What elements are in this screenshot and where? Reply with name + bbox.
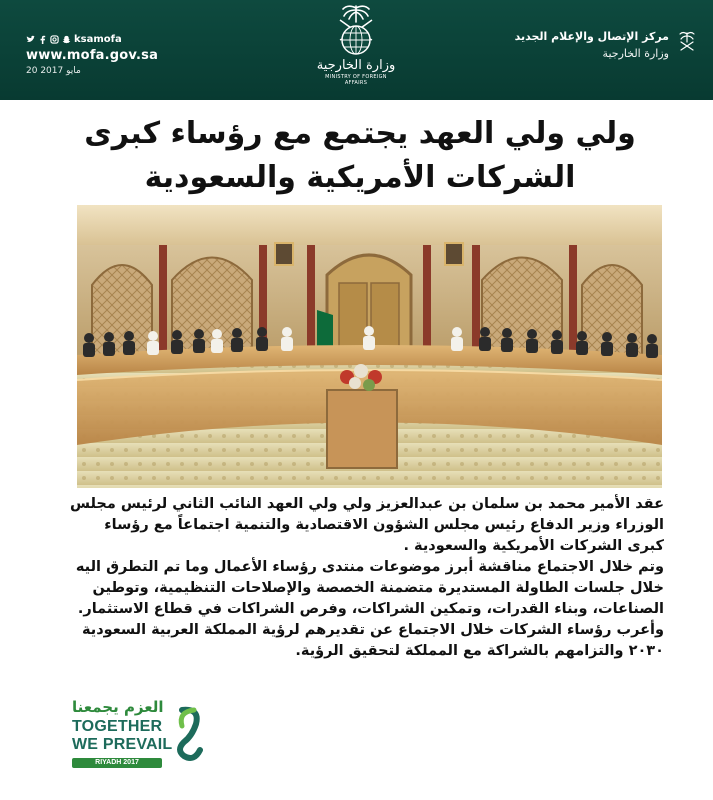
ministry-name-en: MINISTRY OF FOREIGN AFFAIRS bbox=[325, 74, 387, 86]
ministry-logo bbox=[314, 2, 398, 86]
social-handle[interactable]: ksamofa bbox=[74, 34, 122, 45]
snapchat-icon[interactable] bbox=[62, 35, 71, 44]
logo-arabic-text: العزم يجمعنا bbox=[72, 698, 164, 716]
instagram-icon[interactable] bbox=[50, 35, 59, 44]
meeting-photo bbox=[77, 205, 662, 488]
ministry-name-ar: وزارة الخارجية bbox=[316, 58, 396, 73]
media-center-title: مركز الإتصال والإعلام الجديد bbox=[514, 30, 669, 43]
header-bar bbox=[0, 0, 713, 100]
article-paragraph: وتم خلال الاجتماع مناقشة أبرز موضوعات منتدى رؤساء الأعمال وما تم التطرق اليه خلال جلسات الطاولة المستديرة متضمنة الخصصة والإصلاحات التنظيمية، وتوطين الصناعات، وبناء القدرات، وتمكين الشراكات، وفرص الشراكات في قطاع الاستثمار. bbox=[75, 559, 664, 617]
website-link[interactable]: www.mofa.gov.sa bbox=[26, 48, 159, 63]
contact-block bbox=[26, 34, 158, 76]
together-we-prevail-logo bbox=[60, 698, 210, 770]
article-headline: ولي ولي العهد يجتمع مع رؤساء كبرى الشركات الأمريكية والسعودية bbox=[84, 116, 636, 195]
meeting-photo-image bbox=[77, 205, 662, 488]
post-date: 20 مايو 2017 bbox=[26, 66, 81, 76]
media-center-block bbox=[515, 30, 697, 60]
palm-emblem-icon bbox=[677, 30, 697, 52]
social-row bbox=[26, 34, 158, 45]
article-paragraph: عقد الأمير محمد بن سلمان بن عبدالعزيز ولي ولي العهد النائب الثاني لرئيس مجلس الوزراء وزير الدفاع رئيس مجلس الشؤون الاقتصادية والتنمية اجتماعاً مع رؤساء كبرى الشركات الأمريكية والسعودية . bbox=[70, 496, 664, 554]
media-center-subtitle: وزارة الخارجية bbox=[602, 47, 669, 60]
article-paragraph: وأعرب رؤساء الشركات خلال الاجتماع عن تقديرهم لرؤية المملكة العربية السعودية ٢٠٣٠ والتزامهم بالشراكة مع المملكة لتحقيق الرؤية. bbox=[81, 622, 664, 659]
facebook-icon[interactable] bbox=[38, 35, 47, 44]
logo-english-line2: WE PREVAIL bbox=[72, 736, 173, 753]
article-body bbox=[70, 494, 664, 662]
logo-english-line1: TOGETHER bbox=[72, 718, 163, 735]
mofa-emblem-icon bbox=[326, 2, 386, 60]
twitter-icon[interactable] bbox=[26, 35, 35, 44]
logo-event-label: RIYADH 2017 bbox=[72, 758, 162, 768]
swirl-mark-icon bbox=[172, 704, 206, 762]
